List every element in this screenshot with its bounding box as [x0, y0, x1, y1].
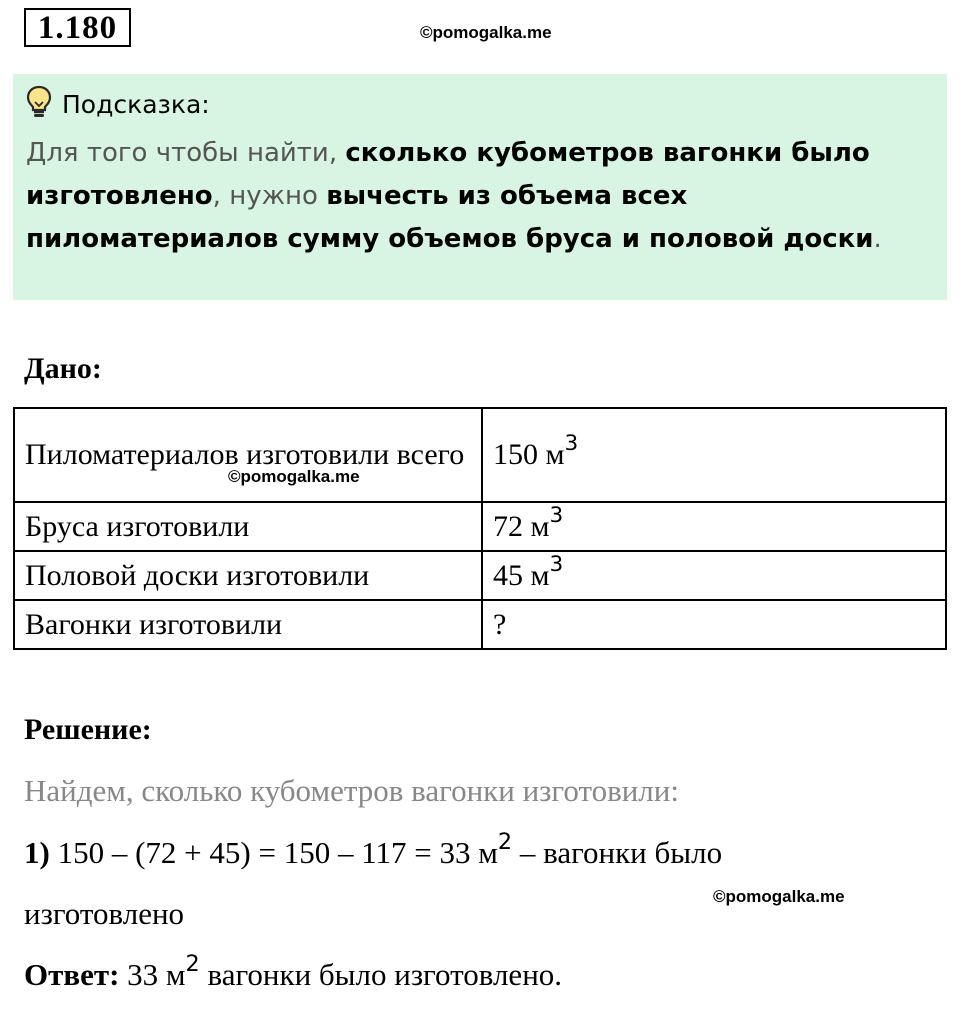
watermark: ©pomogalka.me [228, 467, 360, 486]
given-heading: Дано: [24, 352, 102, 385]
hint-text: Для того чтобы найти, сколько кубометров вагонки было изготовлено, нужно вычесть из объема всех пиломатериалов сумму объемов бруса и половой доски. [26, 138, 882, 254]
watermark: ©pomogalka.me [420, 23, 552, 42]
table-cell-label: Половой доски изготовили [14, 551, 482, 600]
answer-line: Ответ: 33 $м^2$ вагонки было изготовлено. [24, 951, 563, 992]
table-cell-value: 150 $м^3$ [482, 408, 946, 502]
table-cell-label: Бруса изготовили [14, 502, 482, 551]
table-row [14, 502, 946, 551]
table-cell-label: Вагонки изготовили [14, 600, 482, 649]
table-row [14, 551, 946, 600]
table-cell-value: 45 $м^3$ [482, 551, 946, 600]
hint-header [26, 86, 210, 122]
table-row [14, 408, 946, 502]
watermark: ©pomogalka.me [713, 887, 845, 906]
solution-step-cont: изготовлено [24, 896, 185, 931]
table-cell-value: 72 $м^3$ [482, 502, 946, 551]
solution-heading: Решение: [24, 713, 152, 746]
solution-step: 1) 150 – (72 + 45) = 150 – 117 = 33 $м^2$ – вагонки было [24, 829, 723, 870]
table-row [14, 600, 946, 649]
given-table [13, 407, 947, 650]
lightbulb-icon [26, 85, 52, 123]
table-cell-label: Пиломатериалов изготовили всего [14, 408, 482, 502]
task-number-box [24, 8, 131, 47]
table-cell-value: ? [482, 600, 946, 649]
hint-box [13, 74, 947, 300]
hint-title: Подсказка: [62, 89, 210, 119]
task-number: 1.180 [37, 10, 118, 46]
solution-intro: Найдем, сколько кубометров вагонки изготовили: [24, 773, 679, 808]
